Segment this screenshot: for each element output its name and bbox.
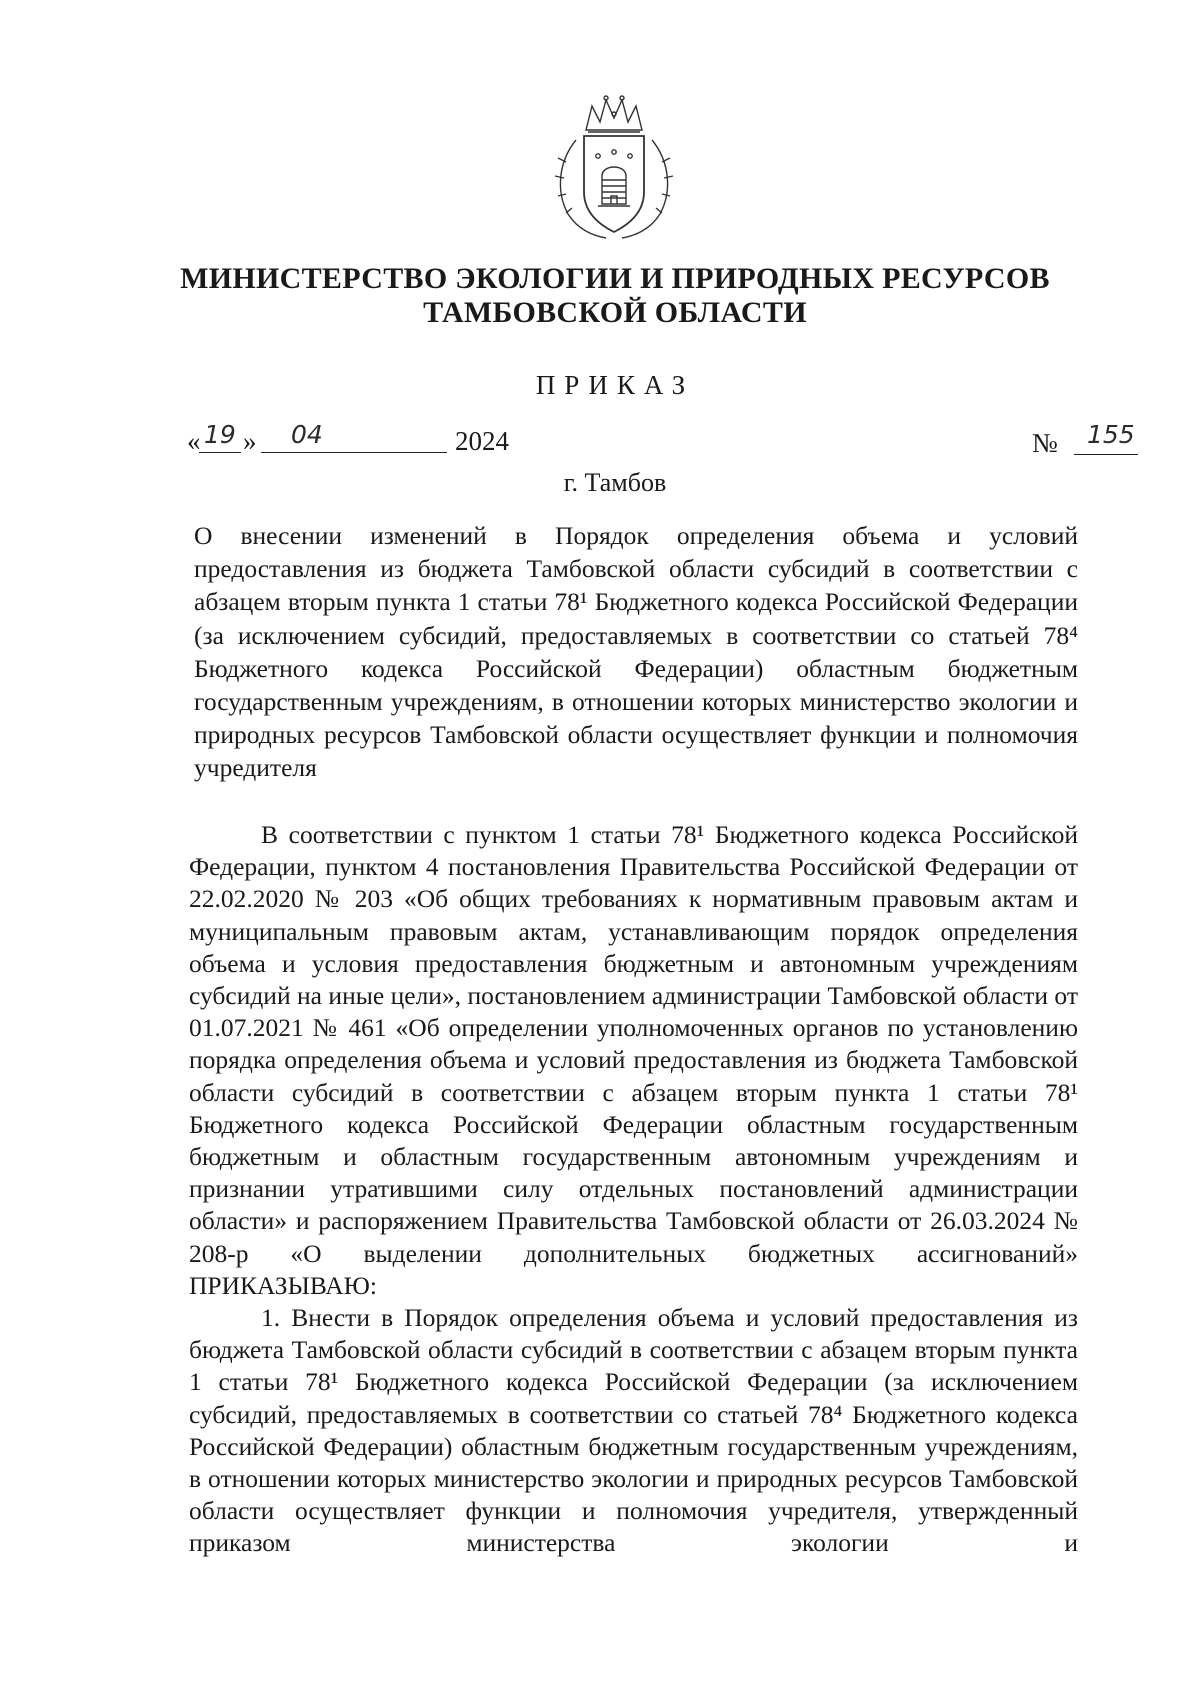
- number-underline: [1074, 454, 1138, 455]
- ministry-name-line1: МИНИСТЕРСТВО ЭКОЛОГИИ И ПРИРОДНЫХ РЕСУРСОВ: [180, 262, 1050, 295]
- day-underline: [199, 452, 241, 453]
- ministry-name-line2: ТАМБОВСКОЙ ОБЛАСТИ: [423, 296, 807, 329]
- ministry-name: [0, 262, 1200, 330]
- month-underline: [261, 452, 447, 453]
- date-day-handwritten: 19: [204, 420, 236, 449]
- coat-of-arms-emblem: [548, 92, 680, 242]
- date-month-handwritten: 04: [291, 420, 323, 449]
- preamble-paragraph: В соответствии с пунктом 1 статьи 78¹ Бюджетного кодекса Российской Федерации, пунктом 4 постановления Правительства Российской Федерации от 22.02.2020 № 203 «Об общих требованиях к нормативным правовым актам и муниципальным правовым актам, устанавливающим порядок определения объема и условия предоставления бюджетным и автономным учреждениям субсидий на иные цели», постановлением администрации Тамбовской области от 01.07.2021 № 461 «Об определении уполномоченных органов по установлению порядка определения объема и условий предоставления из бюджета Тамбовской области субсидий в соответствии с абзацем вторым пункта 1 статьи 78¹ Бюджетного кодекса Российской Федерации областным государственным бюджетным и областным государственным автономным учреждениям и признании утратившими силу отдельных постановлений администрации области» и распоряжением Правительства Тамбовской области от 26.03.2024 № 208-р «О выделении дополнительных бюджетных ассигнований» ПРИКАЗЫВАЮ:: [189, 820, 1078, 1300]
- date-close-quote: »: [243, 426, 257, 456]
- document-body: [189, 819, 1078, 1560]
- date-year: 2024: [455, 426, 509, 456]
- city: г. Тамбов: [563, 468, 667, 497]
- number-sign: №: [1032, 428, 1058, 458]
- document-type-heading: ПРИКАЗ: [535, 370, 695, 400]
- date-open-quote: «: [187, 426, 201, 456]
- item-1-paragraph: 1. Внести в Порядок определения объема и условий предоставления из бюджета Тамбовской области субсидий в соответствии с абзацем вторым пункта 1 статьи 78¹ Бюджетного кодекса Российской Федерации (за исключением субсидий, предоставляемых в соответствии со статьей 78⁴ Бюджетного кодекса Российской Федерации) областным бюджетным государственным учреждениям, в отношении которых министерство экологии и природных ресурсов Тамбовской области осуществляет функции и полномочия учредителя, утвержденный приказом министерства экологии и: [189, 1303, 1078, 1558]
- document-number-handwritten: 155: [1087, 420, 1135, 449]
- date-and-number-row: [187, 420, 1135, 460]
- document-subject: О внесении изменений в Порядок определения объема и условий предоставления из бюджета Тамбовской области субсидий в соответствии с абзацем вторым пункта 1 статьи 78¹ Бюджетного кодекса Российской Федерации (за исключением субсидий, предоставляемых в соответствии со статьей 78⁴ Бюджетного кодекса Российской Федерации) областным бюджетным государственным учреждениям, в отношении которых министерство экологии и природных ресурсов Тамбовской области осуществляет функции и полномочия учредителя: [194, 521, 1078, 783]
